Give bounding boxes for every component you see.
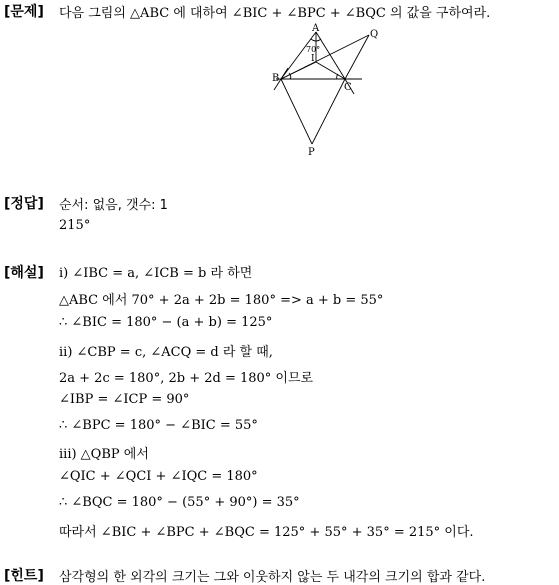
label-b: B	[272, 73, 280, 84]
segment-cp	[312, 79, 345, 144]
problem-label: [문제]	[4, 4, 44, 20]
label-i: I	[311, 54, 315, 64]
label-p: P	[308, 147, 315, 157]
solution-line: ∴ ∠BIC = 180° − (a + b) = 125°	[59, 315, 273, 330]
problem-text: 다음 그림의 △ABC 에 대하여 ∠BIC + ∠BPC + ∠BQC 의 값을 구하여라.	[59, 6, 491, 21]
solution-line: ∴ ∠BPC = 180° − ∠BIC = 55°	[59, 418, 258, 433]
solution-line: ii) ∠CBP = c, ∠ACQ = d 라 할 때,	[59, 345, 273, 360]
solution-line: i) ∠IBC = a, ∠ICB = b 라 하면	[59, 266, 253, 281]
solution-line: △ABC 에서 70° + 2a + 2b = 180° => a + b = 55°	[59, 293, 384, 308]
hint-label: [힌트]	[4, 568, 44, 584]
solution-line: iii) △QBP 에서	[59, 447, 149, 462]
segment-bp	[281, 79, 312, 144]
label-a: A	[312, 23, 320, 34]
answer-label: [정답]	[4, 196, 44, 212]
answer-meta: 순서: 없음, 갯수: 1	[59, 198, 168, 213]
solution-line: 2a + 2c = 180°, 2b + 2d = 180° 이므로	[59, 371, 314, 386]
solution-line: ∠QIC + ∠QCI + ∠IQC = 180°	[59, 469, 258, 484]
solution-line: 따라서 ∠BIC + ∠BPC + ∠BQC = 125° + 55° + 35° = 215° 이다.	[59, 525, 474, 540]
solution-label: [해설]	[4, 265, 44, 281]
label-c: C	[344, 82, 352, 93]
angle-label-a: 70°	[306, 45, 321, 54]
solution-line: ∠IBP = ∠ICP = 90°	[59, 392, 190, 407]
answer-value: 215°	[59, 218, 91, 233]
segment-ci	[316, 62, 345, 79]
label-q: Q	[370, 29, 379, 40]
hint-text: 삼각형의 한 외각의 크기는 그와 이웃하지 않는 두 내각의 크기의 합과 같다.	[59, 570, 486, 585]
triangle-figure	[262, 22, 392, 157]
segment-qc	[345, 35, 369, 79]
solution-line: ∴ ∠BQC = 180° − (55° + 90°) = 35°	[59, 495, 300, 510]
